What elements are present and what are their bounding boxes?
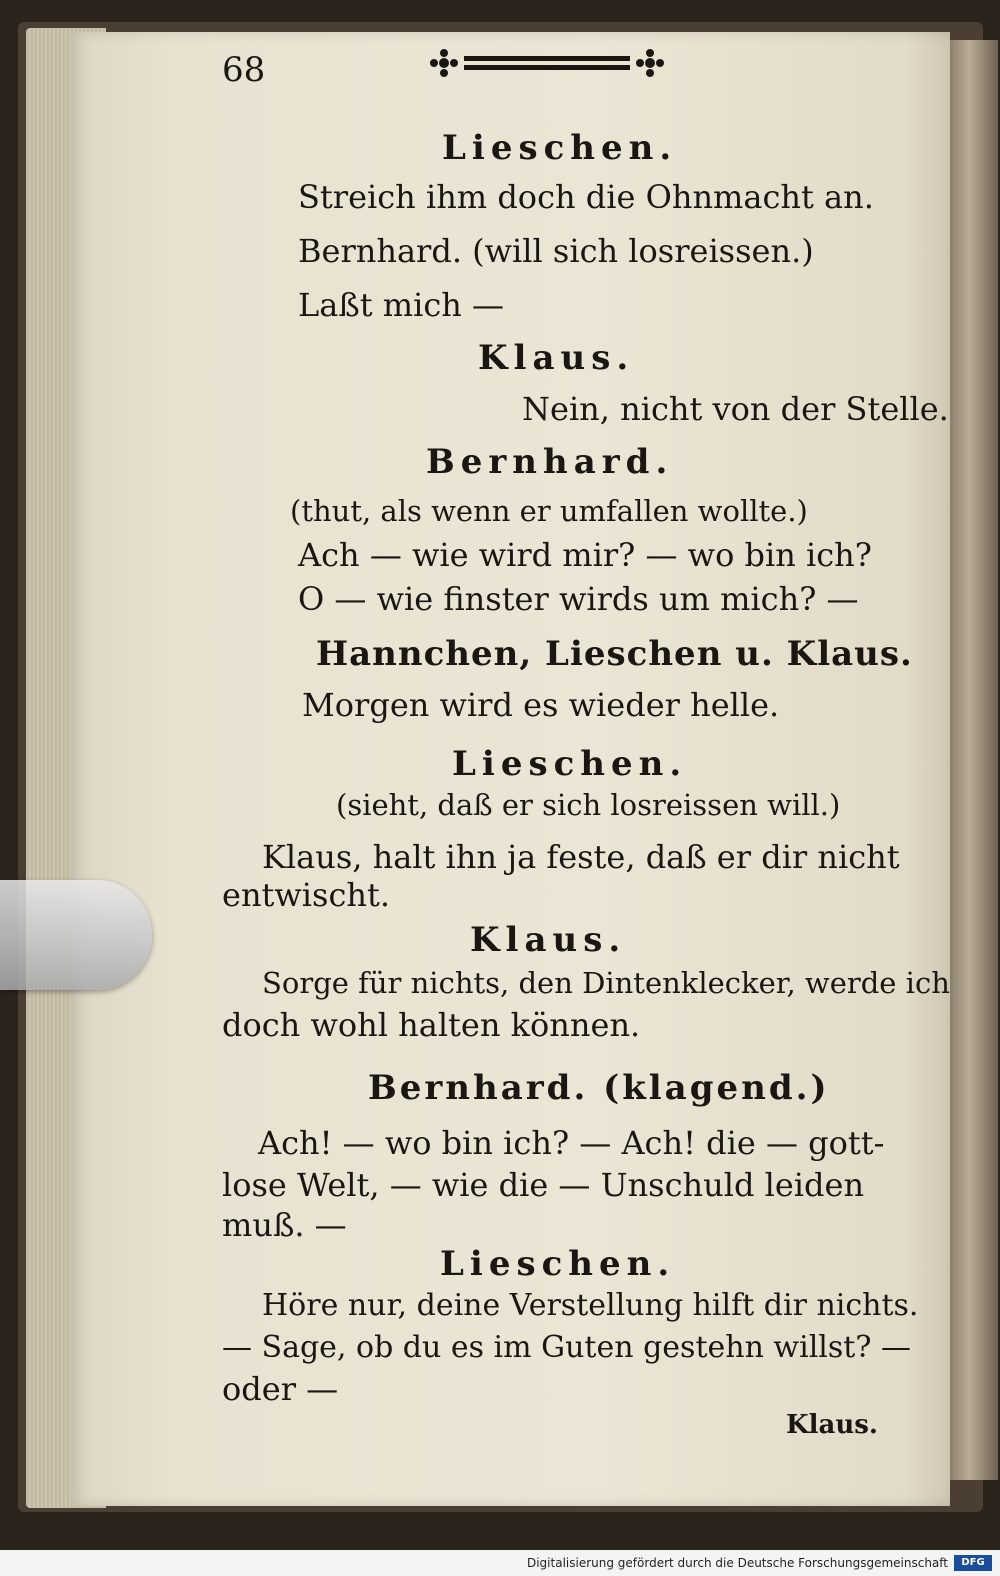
speaker-bernhard: Bernhard. (klagend.) (368, 1068, 830, 1108)
footer-bar (0, 1550, 1000, 1576)
text-line: oder — (222, 1370, 339, 1408)
speaker-group: Hannchen, Lieschen u. Klaus. (316, 634, 913, 674)
text-line: Ach — wie wird mir? — wo bin ich? (298, 536, 872, 574)
text-line: Nein, nicht von der Stelle. (522, 390, 949, 428)
text-line: lose Welt, — wie die — Unschuld leiden (222, 1166, 865, 1204)
text-line: Morgen wird es wieder helle. (302, 686, 780, 724)
dfg-logo: DFG (954, 1555, 992, 1571)
footer-credit: Digitalisierung gefördert durch die Deutsche Forschungsgemeinschaft (526, 1556, 948, 1570)
header-ornament (430, 46, 664, 80)
text-line: Sorge für nichts, den Dintenklecker, werde ich (262, 966, 950, 1000)
page-clip (0, 880, 152, 990)
speaker-lieschen: Lieschen. (442, 128, 678, 168)
text-line: Ach! — wo bin ich? — Ach! die — gott- (258, 1124, 885, 1162)
speaker-bernhard: Bernhard. (426, 442, 674, 482)
next-page-edge (950, 40, 998, 1480)
speaker-lieschen: Lieschen. (452, 744, 688, 784)
text-line: doch wohl halten können. (222, 1006, 641, 1044)
text-line: Bernhard. (will sich losreissen.) (298, 232, 814, 270)
speaker-klaus: Klaus. (478, 338, 635, 378)
text-line: O — wie finster wirds um mich? — (298, 580, 859, 618)
text-line: entwischt. (222, 876, 391, 914)
speaker-lieschen: Lieschen. (440, 1244, 676, 1284)
speaker-klaus: Klaus. (470, 920, 627, 960)
catchword: Klaus. (786, 1410, 878, 1440)
text-line: — Sage, ob du es im Guten gestehn willst? — (222, 1330, 911, 1365)
text-line: Höre nur, deine Verstellung hilft dir nichts. (262, 1288, 919, 1323)
text-line: Laßt mich — (298, 286, 505, 324)
text-line: muß. — (222, 1206, 347, 1244)
page-number: 68 (222, 50, 266, 90)
stage-direction: (sieht, daß er sich losreissen will.) (336, 788, 841, 822)
stage-direction: (thut, als wenn er umfallen wollte.) (290, 494, 808, 528)
text-line: Klaus, halt ihn ja feste, daß er dir nicht (262, 838, 900, 876)
text-line: Streich ihm doch die Ohnmacht an. (298, 178, 874, 216)
